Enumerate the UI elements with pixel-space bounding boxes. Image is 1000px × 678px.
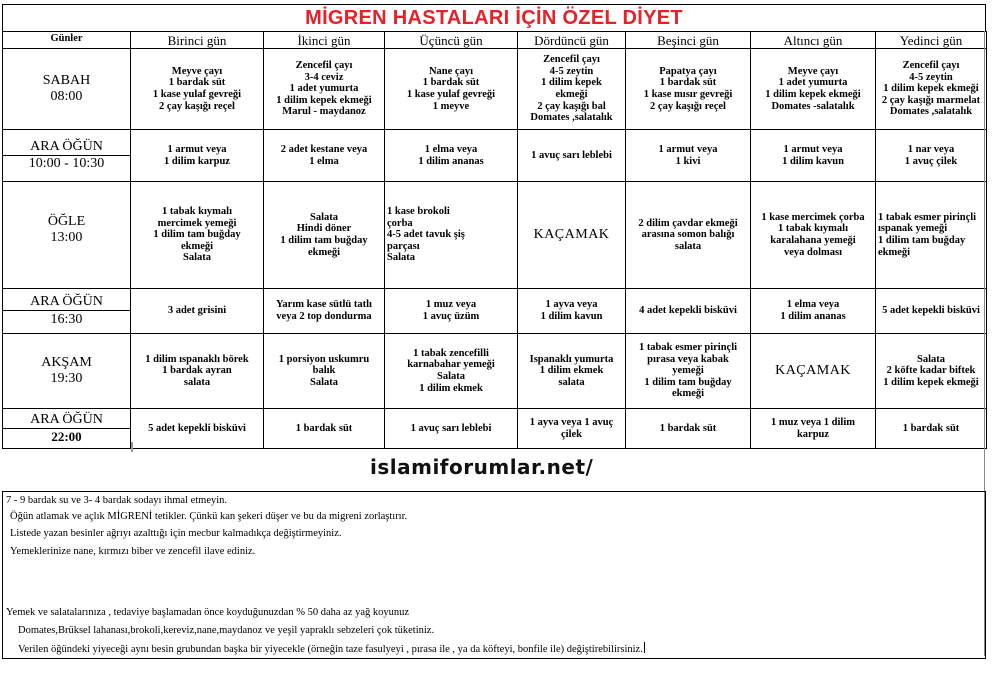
- meal-line: 1 muz veya: [425, 299, 477, 311]
- meal-line: 1 dilim kavun: [540, 311, 603, 322]
- meal-line: 1 bardak süt: [659, 422, 717, 434]
- meal-cell-aksam-day-3[interactable]: [385, 334, 518, 409]
- meal-line: 1 meyve: [432, 100, 470, 112]
- meal-line: 1 armut veya: [167, 143, 227, 155]
- meal-line: 2 çay kaşığı marmelat: [881, 94, 981, 106]
- meal-cell-sabah-day-1[interactable]: [131, 49, 264, 130]
- meal-line: 1 adet yumurta: [778, 77, 848, 89]
- meal-line: 4-5 zeytin: [909, 71, 953, 83]
- slot-name: ARA ÖĞÜN: [3, 139, 130, 156]
- meal-line: çorba: [387, 217, 413, 229]
- page-title: MİGREN HASTALARI İÇİN ÖZEL DİYET: [305, 7, 683, 29]
- slot-time: 22:00: [51, 429, 82, 444]
- meal-line: salata: [558, 376, 585, 388]
- row-sabah: [3, 49, 987, 130]
- meal-cell-ogle-day-1[interactable]: [131, 182, 264, 289]
- meal-line: 1 kase yulaf gevreği: [406, 89, 496, 100]
- header-row: [3, 32, 987, 49]
- meal-line: 4 adet kepekli bisküvi: [639, 305, 737, 317]
- meal-cell-sabah-day-2[interactable]: [264, 49, 385, 130]
- meal-line: 1 avuç üzüm: [422, 311, 480, 322]
- meal-line: 1 avuç çilek: [904, 155, 958, 167]
- meal-line: çilek: [561, 428, 582, 440]
- meal-line: Salata: [436, 371, 465, 382]
- meal-line: veya 2 top dondurma: [276, 311, 372, 322]
- meal-cell-ara3-day-4[interactable]: [518, 409, 626, 449]
- header-day-1: Birinci gün: [131, 32, 264, 49]
- slot-ara1: [3, 130, 131, 182]
- slot-ara3: [3, 409, 131, 449]
- meal-line: 1 bardak süt: [659, 77, 717, 89]
- meal-cell-aksam-day-6[interactable]: [751, 334, 876, 409]
- slot-aksam: [3, 334, 131, 409]
- meal-line: 1 elma: [309, 155, 339, 167]
- meal-line: Salata: [916, 353, 945, 365]
- slot-name: ARA ÖĞÜN: [3, 412, 130, 429]
- meal-line: karpuz: [796, 428, 830, 440]
- meal-line: Salata: [182, 252, 211, 264]
- meal-cell-aksam-day-7[interactable]: [876, 334, 987, 409]
- meal-cell-ara3-day-3[interactable]: [385, 409, 518, 449]
- meal-line: 1 kase yulaf gevreği: [152, 89, 242, 100]
- header-days-label: Günler: [3, 32, 131, 49]
- meal-line: 1 tabak kıymalı: [161, 206, 232, 218]
- note-line[interactable]: [18, 642, 645, 655]
- meal-line: Domates ,salatalık: [530, 112, 613, 124]
- meal-line: 2 çay kaşığı reçel: [159, 100, 235, 112]
- meal-cell-ara1-day-1[interactable]: [131, 130, 264, 182]
- meal-line: 1 armut veya: [658, 143, 718, 155]
- meal-cell-ara2-day-7[interactable]: [876, 289, 987, 334]
- meal-cell-ara2-day-2[interactable]: [264, 289, 385, 334]
- meal-line: 1 dilim ıspanaklı börek: [145, 353, 249, 365]
- meal-cell-ogle-day-3[interactable]: [385, 182, 518, 289]
- meal-line: Zencefil çayı: [902, 60, 960, 72]
- meal-line: 1 adet yumurta: [289, 83, 359, 95]
- meal-cell-ara2-day-5[interactable]: [626, 289, 751, 334]
- row-ara2: [3, 289, 987, 334]
- meal-line: 1 dilim kepek ekmeği: [883, 83, 979, 95]
- meal-line: 1 bardak süt: [902, 422, 960, 434]
- meal-line: Domates -salatalık: [771, 100, 855, 112]
- meal-cell-ara1-day-6[interactable]: [751, 130, 876, 182]
- meal-line: 1 kase brokoli: [387, 206, 450, 218]
- meal-cell-ara3-day-6[interactable]: [751, 409, 876, 449]
- slot-ara2: [3, 289, 131, 334]
- meal-cell-aksam-day-5[interactable]: [626, 334, 751, 409]
- meal-line: balık: [312, 365, 336, 377]
- meal-line: 1 bardak süt: [422, 77, 480, 89]
- meal-line: yemeği: [672, 365, 704, 377]
- text-cursor-icon: [644, 642, 645, 653]
- meal-line: Papatya çayı: [659, 65, 717, 77]
- meal-line: ekmeği: [555, 89, 588, 100]
- slot-name: ÖĞLE: [47, 214, 86, 229]
- meal-line: 4-5 zeytin: [549, 65, 594, 77]
- meal-line: 1 dilim kepek ekmeği: [276, 94, 372, 106]
- meal-line: 3-4 ceviz: [304, 71, 344, 83]
- meal-cell-aksam-day-4[interactable]: [518, 334, 626, 409]
- meal-line: 1 tabak kıymalı: [777, 223, 848, 235]
- cheat-label: KAÇAMAK: [533, 227, 610, 243]
- meal-line: 1 dilim ekmek: [419, 382, 483, 394]
- meal-line: 1 tabak esmer pirinçli: [878, 211, 977, 223]
- meal-line: 1 tabak esmer pirinçli: [638, 342, 738, 354]
- meal-cell-ara3-day-7[interactable]: [876, 409, 987, 449]
- meal-cell-ara2-day-1[interactable]: [131, 289, 264, 334]
- meal-line: 2 köfte kadar biftek: [886, 365, 976, 377]
- meal-line: 1 dilim kepek: [541, 77, 602, 89]
- meal-line: 1 nar veya: [907, 143, 955, 155]
- meal-cell-ara2-day-4[interactable]: [518, 289, 626, 334]
- note-line: Yemek ve salatalarınıza , tedaviye başlamadan önce koyduğunuzdan % 50 daha az yağ koyunuz: [6, 607, 410, 618]
- note-line: Öğün atlamak ve açlık MİGRENİ tetikler. Çünkü kan şekeri düşer ve bu da migreni zorlaştırır.: [10, 511, 408, 522]
- meal-line: salata: [674, 240, 702, 252]
- meal-line: 1 muz veya 1 dilim: [771, 416, 855, 428]
- header-day-7: Yedinci gün: [876, 32, 987, 49]
- meal-line: Yarım kase sütlü tatlı: [276, 299, 372, 311]
- header-day-2: İkinci gün: [264, 32, 385, 49]
- note-line: Yemeklerinize nane, kırmızı biber ve zencefil ilave ediniz.: [10, 546, 256, 557]
- meal-line: 1 tabak zencefilli: [413, 347, 489, 359]
- meal-line: 2 çay kaşığı reçel: [650, 100, 726, 112]
- meal-cell-sabah-day-3[interactable]: [385, 49, 518, 130]
- slot-time: 16:30: [50, 311, 83, 327]
- meal-line: ıspanak yemeği: [878, 223, 948, 235]
- slot-sabah: [3, 49, 131, 130]
- meal-cell-ara2-day-6[interactable]: [751, 289, 876, 334]
- meal-line: pırasa veya kabak: [647, 353, 729, 365]
- meal-line: 1 bardak ayran: [162, 365, 232, 377]
- meal-line: 1 dilim tam buğday: [878, 235, 966, 246]
- meal-cell-sabah-day-7[interactable]: [876, 49, 987, 130]
- meal-cell-ara3-day-5[interactable]: [626, 409, 751, 449]
- note-line: Domates,Brüksel lahanası,brokoli,kereviz,nane,maydanoz ve yeşil yapraklı sebzeleri çok tüketiniz.: [18, 625, 435, 636]
- meal-cell-ara1-day-3[interactable]: [385, 130, 518, 182]
- meal-cell-ogle-day-5[interactable]: [626, 182, 751, 289]
- meal-line: ekmeği: [671, 388, 705, 400]
- slot-time: 13:00: [50, 230, 83, 245]
- meal-line: 4-5 adet tavuk şiş: [387, 229, 465, 241]
- meal-cell-ara2-day-3[interactable]: [385, 289, 518, 334]
- notes-box: [2, 491, 986, 659]
- meal-line: ekmeği: [307, 246, 341, 258]
- meal-line: arasına somon balığı: [641, 229, 735, 241]
- meal-cell-ogle-day-6[interactable]: [751, 182, 876, 289]
- meal-line: karnabahar yemeği: [407, 359, 495, 371]
- slot-time: 10:00 - 10:30: [28, 156, 105, 171]
- meal-line: Meyve çayı: [171, 65, 223, 77]
- meal-line: 1 dilim ananas: [418, 155, 484, 167]
- meal-line: 2 çay kaşığı bal: [537, 100, 606, 112]
- meal-line: mercimek yemeği: [157, 217, 237, 229]
- meal-line: 1 dilim karpuz: [164, 155, 230, 167]
- meal-line: Meyve çayı: [787, 65, 839, 77]
- header-day-6: Altıncı gün: [751, 32, 876, 49]
- meal-cell-ara1-day-4[interactable]: [518, 130, 626, 182]
- meal-line: ekmeği: [180, 240, 214, 252]
- meal-line: 5 adet kepekli bisküvi: [148, 422, 246, 434]
- meal-cell-aksam-day-1[interactable]: [131, 334, 264, 409]
- meal-line: 1 porsiyon uskumru: [278, 353, 370, 365]
- meal-line: 1 dilim tam buğday: [153, 229, 241, 241]
- meal-cell-ogle-day-4[interactable]: [518, 182, 626, 289]
- meal-line: 1 dilim kepek ekmeği: [883, 376, 979, 388]
- slot-name: ARA ÖĞÜN: [3, 294, 130, 311]
- meal-line: veya dolması: [783, 246, 843, 258]
- meal-line: 1 dilim ekmek: [539, 365, 604, 377]
- meal-line: 1 dilim tam buğday: [280, 235, 368, 246]
- meal-line: Salata: [309, 376, 338, 388]
- diet-table: [2, 31, 987, 449]
- note-line: Listede yazan besinler ağrıyı azalttığı için mecbur kalmadıkça değiştirmeyiniz.: [10, 528, 342, 539]
- meal-line: 1 dilim tam buğday: [644, 376, 732, 388]
- meal-line: 1 ayva veya: [545, 299, 598, 311]
- row-ara1: [3, 130, 987, 182]
- meal-line: Nane çayı: [428, 65, 474, 77]
- note-text: Verilen öğündeki yiyeceği aynı besin grubundan başka bir yiyecekle (örneğin taze fasulyeyi , pırasa ile , ya da köfteyi, bonfile ile) değiştirebilirsiniz.: [18, 644, 643, 655]
- meal-line: 5 adet kepekli bisküvi: [882, 305, 980, 317]
- meal-line: 1 kase mercimek çorba: [761, 211, 865, 223]
- meal-line: 1 elma veya: [786, 299, 840, 311]
- slot-name: AKŞAM: [41, 355, 92, 370]
- meal-line: salata: [183, 376, 211, 388]
- cell-resize-handle[interactable]: [131, 442, 133, 452]
- meal-line: parçası: [387, 240, 420, 252]
- slot-ogle: [3, 182, 131, 289]
- meal-cell-ogle-day-2[interactable]: [264, 182, 385, 289]
- meal-cell-ara3-day-2[interactable]: [264, 409, 385, 449]
- meal-line: 1 bardak süt: [295, 422, 353, 434]
- meal-line: Ispanaklı yumurta: [529, 353, 614, 365]
- meal-cell-sabah-day-4[interactable]: [518, 49, 626, 130]
- meal-cell-ara1-day-2[interactable]: [264, 130, 385, 182]
- meal-line: Zencefil çayı: [295, 60, 353, 72]
- meal-line: 1 elma veya: [424, 143, 478, 155]
- meal-line: Marul - maydanoz: [282, 106, 366, 118]
- meal-cell-ara1-day-5[interactable]: [626, 130, 751, 182]
- meal-line: Zencefil çayı: [543, 54, 600, 66]
- meal-line: ekmeği: [878, 246, 911, 258]
- title-bar: [2, 4, 986, 32]
- meal-cell-ogle-day-7[interactable]: [876, 182, 987, 289]
- meal-line: 1 avuç sarı leblebi: [410, 422, 492, 434]
- meal-line: 1 armut veya: [783, 143, 843, 155]
- slot-time: 08:00: [50, 89, 83, 104]
- meal-line: 2 dilim çavdar ekmeği: [638, 217, 738, 229]
- meal-line: 1 dilim ananas: [780, 311, 846, 322]
- row-ara3: [3, 409, 987, 449]
- header-day-4: Dördüncü gün: [518, 32, 626, 49]
- meal-line: Hindi döner: [296, 223, 352, 235]
- row-ogle: [3, 182, 987, 289]
- meal-line: Domates ,salatalık: [889, 106, 973, 118]
- cheat-label: KAÇAMAK: [775, 363, 851, 379]
- meal-cell-aksam-day-2[interactable]: [264, 334, 385, 409]
- meal-line: 1 dilim kavun: [782, 155, 844, 167]
- meal-line: Salata: [387, 252, 416, 264]
- meal-cell-ara3-day-1[interactable]: [131, 409, 264, 449]
- note-line: 7 - 9 bardak su ve 3- 4 bardak sodayı ihmal etmeyin.: [6, 495, 228, 506]
- meal-line: Salata: [309, 211, 338, 223]
- meal-cell-sabah-day-5[interactable]: [626, 49, 751, 130]
- meal-cell-ara1-day-7[interactable]: [876, 130, 987, 182]
- meal-line: 1 avuç sarı leblebi: [531, 149, 612, 161]
- slot-name: SABAH: [42, 73, 91, 88]
- header-day-5: Beşinci gün: [626, 32, 751, 49]
- meal-line: 1 bardak süt: [168, 77, 226, 89]
- slot-time: 19:30: [50, 371, 83, 386]
- meal-cell-sabah-day-6[interactable]: [751, 49, 876, 130]
- header-day-3: Üçüncü gün: [385, 32, 518, 49]
- watermark-text: islamiforumlar.net/: [370, 455, 594, 479]
- meal-line: 1 kivi: [675, 155, 701, 167]
- meal-line: karalahana yemeği: [770, 235, 856, 246]
- meal-line: 1 ayva veya 1 avuç: [529, 416, 614, 428]
- meal-line: 3 adet grisini: [167, 305, 227, 317]
- row-aksam: [3, 334, 987, 409]
- meal-line: 1 dilim kepek ekmeği: [765, 89, 861, 100]
- meal-line: 2 adet kestane veya: [280, 143, 368, 155]
- meal-line: 1 kase mısır gevreği: [643, 89, 733, 100]
